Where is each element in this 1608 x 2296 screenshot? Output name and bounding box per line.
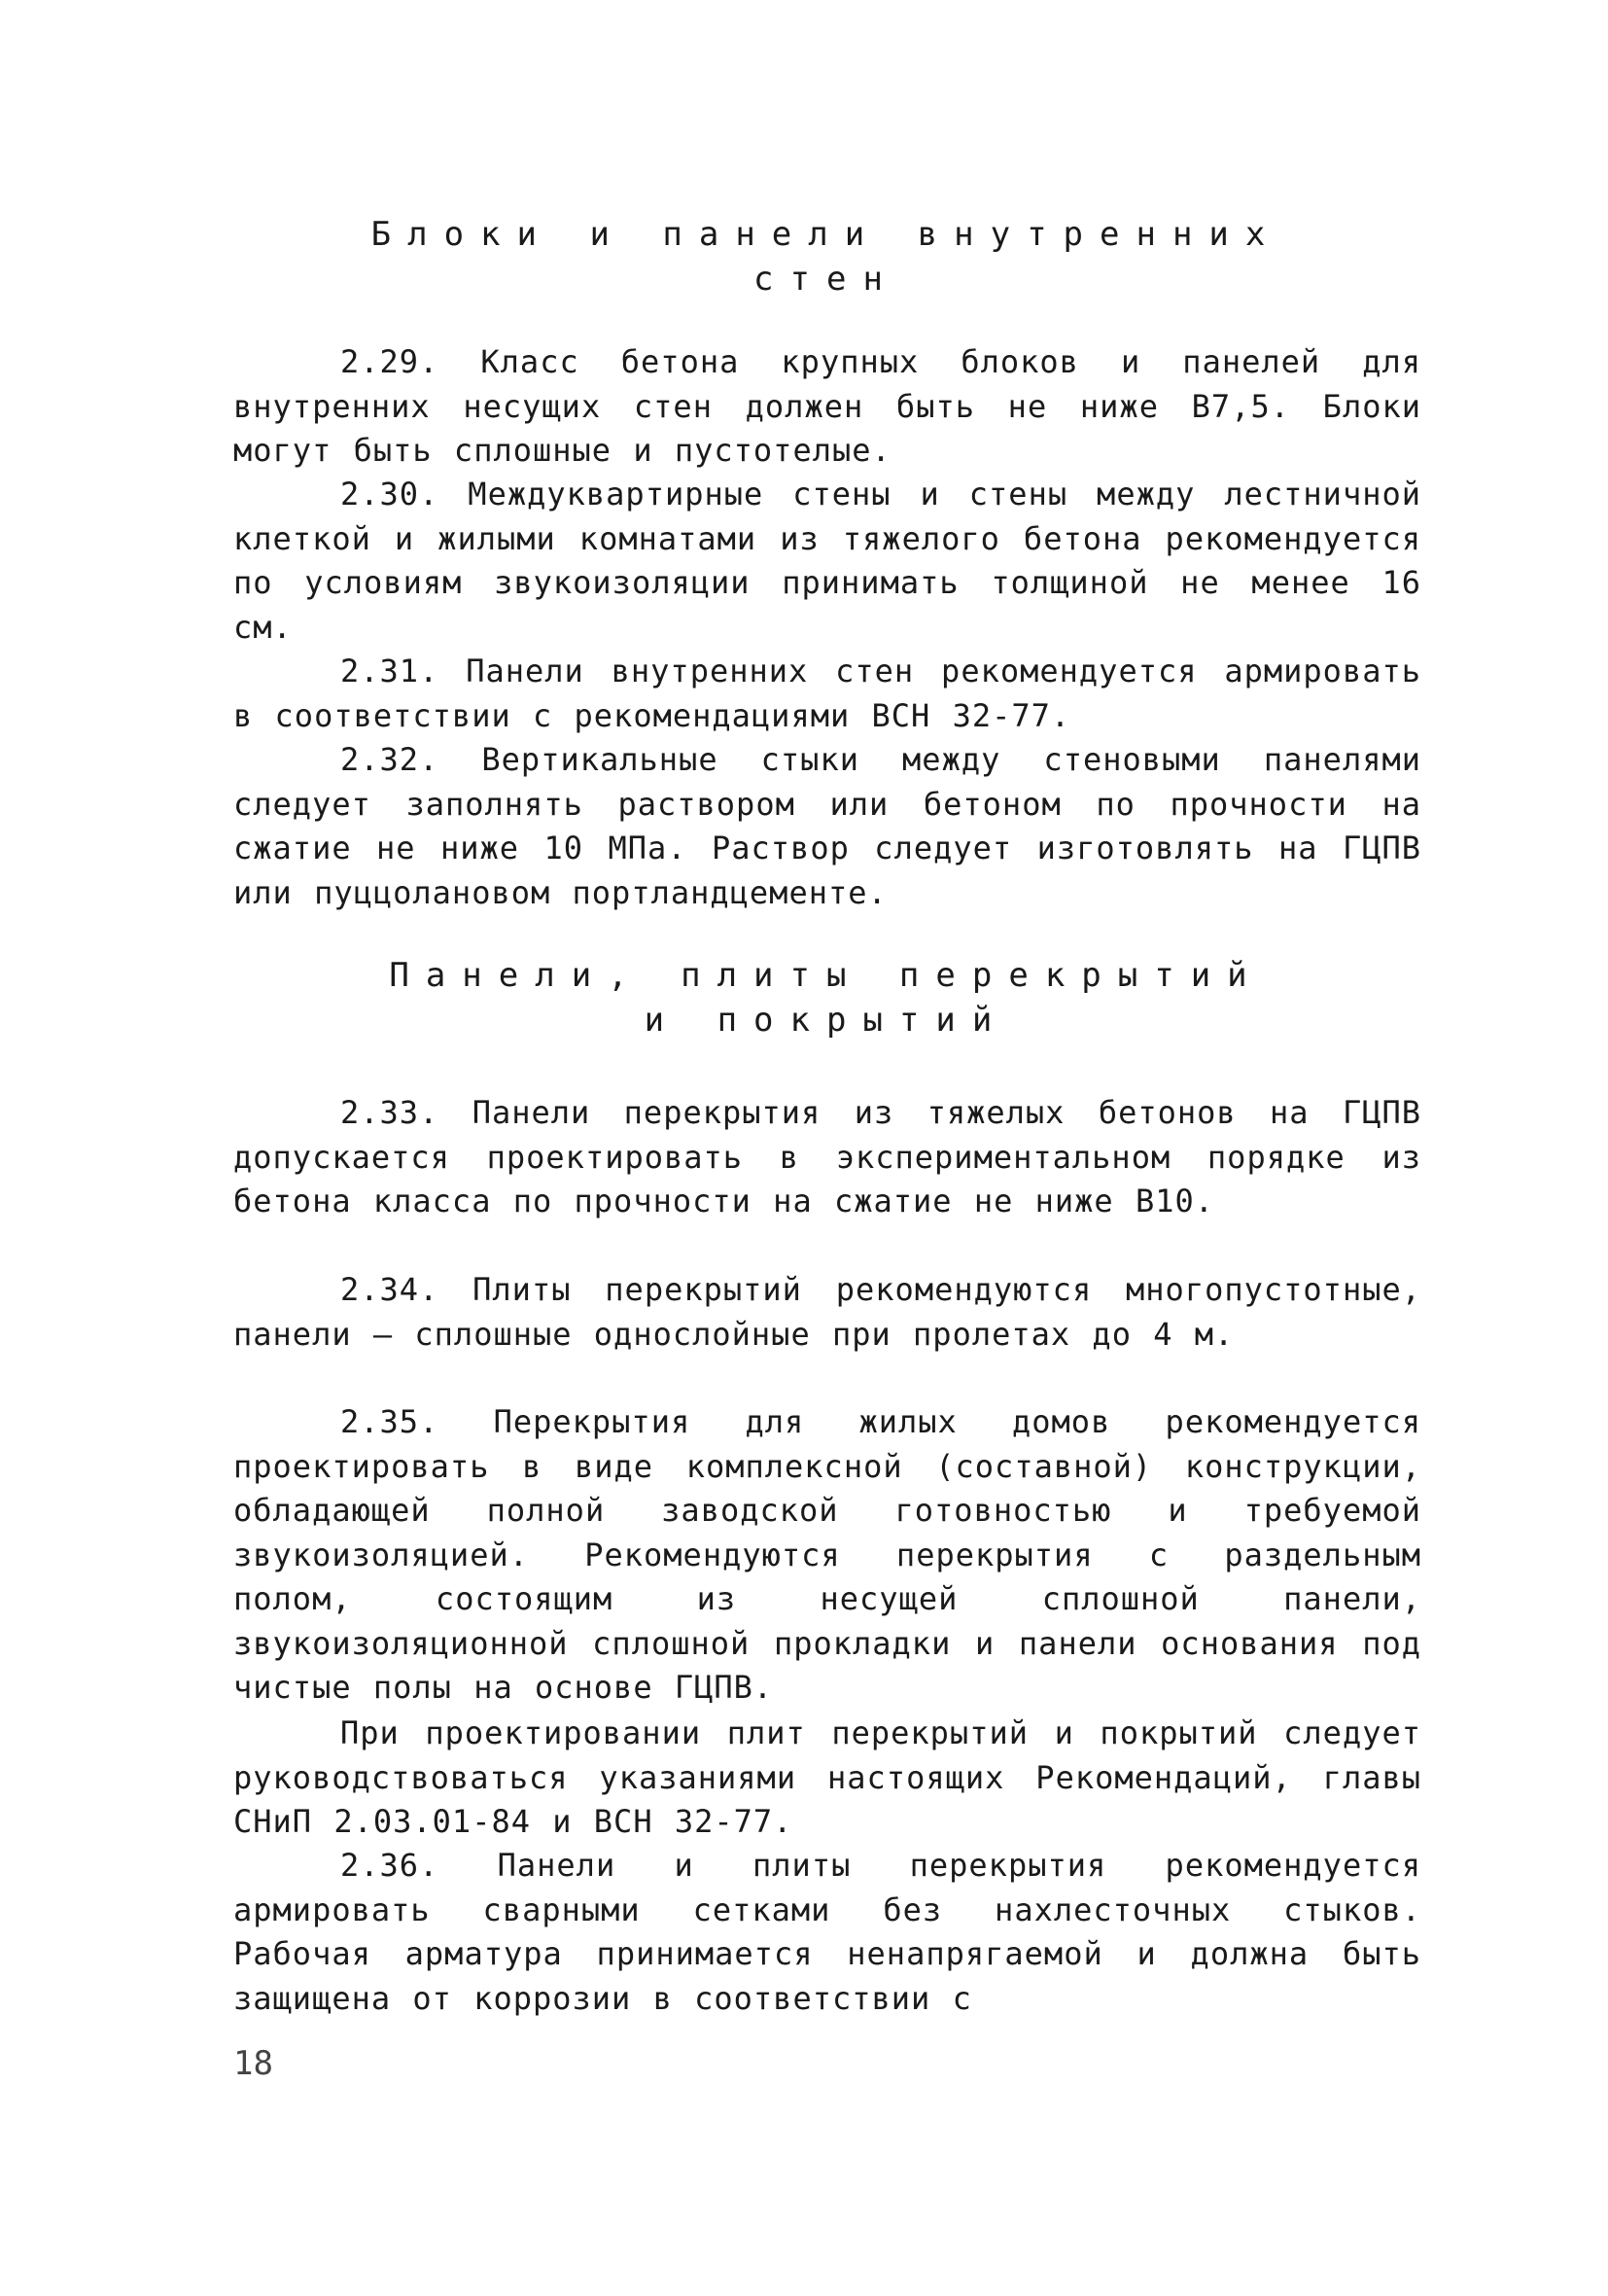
paragraph-2-30 [233, 473, 1421, 650]
paragraph-number: 2.34. [340, 1271, 439, 1308]
section-heading-inner-walls [233, 212, 1419, 301]
paragraph-number: 2.32. [340, 741, 439, 778]
paragraph-text: Панели перекрытия из тяжелых бетонов на ГЦПВ допускается проектировать в экспериментальном порядке из бетона класса по прочности на сжатие не ниже В10. [233, 1094, 1422, 1219]
paragraph-2-35 [233, 1400, 1421, 1711]
section-heading-line-1: Панели, плиты перекрытий [389, 956, 1264, 995]
paragraph-number: 2.33. [340, 1094, 439, 1131]
paragraph-2-31 [233, 650, 1421, 738]
paragraph-2-34 [233, 1268, 1421, 1357]
section-heading-line-1: Блоки и панели внутренних [370, 215, 1282, 254]
paragraph-text: Панели внутренних стен рекомендуется армировать в соответствии с рекомендациями ВСН 32-77. [233, 653, 1422, 734]
paragraph-text: Класс бетона крупных блоков и панелей для внутренних несущих стен должен быть не ниже В7,5. Блоки могут быть сплошные и пустотелые. [233, 343, 1422, 469]
section-heading-line-2: стен [753, 260, 899, 299]
paragraph-text: Плиты перекрытий рекомендуются многопустотные, панели – сплошные однослойные при пролетах до 4 м. [233, 1271, 1421, 1353]
page-number: 18 [233, 2044, 273, 2083]
paragraph-2-33 [233, 1091, 1421, 1224]
paragraph-number: 2.29. [340, 343, 439, 380]
paragraph-text: Перекрытия для жилых домов рекомендуется проектировать в виде комплексной (составной) конструкции, обладающей полной заводской готовностью и требуемой звукоизоляцией. Рекомендуются перекрытия с раздельным полом, состоящим из несущей сплошной панели, звукоизоляционной сплошной прокладки и панели основания под чистые полы на основе ГЦПВ. [233, 1403, 1422, 1706]
section-heading-floor-panels [233, 953, 1419, 1042]
paragraph-number: 2.31. [340, 653, 439, 689]
paragraph-text: При проектировании плит перекрытий и покрытий следует руководствоваться указаниями настоящих Рекомендаций, главы СНиП 2.03.01-84 и ВСН 32-77. [233, 1714, 1421, 1840]
paragraph-text: Вертикальные стыки между стеновыми панелями следует заполнять раствором или бетоном по прочности на сжатие не ниже 10 МПа. Раствор следует изготовлять на ГЦПВ или пуццолановом портландцементе. [233, 741, 1421, 911]
paragraph-2-36 [233, 1844, 1421, 2021]
paragraph-unnumbered [233, 1712, 1421, 1845]
paragraph-number: 2.30. [340, 476, 439, 512]
paragraph-number: 2.35. [340, 1403, 439, 1440]
paragraph-text: Междуквартирные стены и стены между лестничной клеткой и жилыми комнатами из тяжелого бетона рекомендуется по условиям звукоизоляции принимать толщиной не менее 16 см. [233, 476, 1422, 646]
section-heading-line-2: и покрытий [644, 1001, 1009, 1040]
paragraph-text: Панели и плиты перекрытия рекомендуется армировать сварными сетками без нахлесточных стыков. Рабочая арматура принимается ненапрягаемой и должна быть защищена от коррозии в соответствии с [233, 1847, 1422, 2017]
paragraph-2-29 [233, 340, 1421, 474]
paragraph-number: 2.36. [340, 1847, 439, 1884]
paragraph-2-32 [233, 738, 1421, 915]
